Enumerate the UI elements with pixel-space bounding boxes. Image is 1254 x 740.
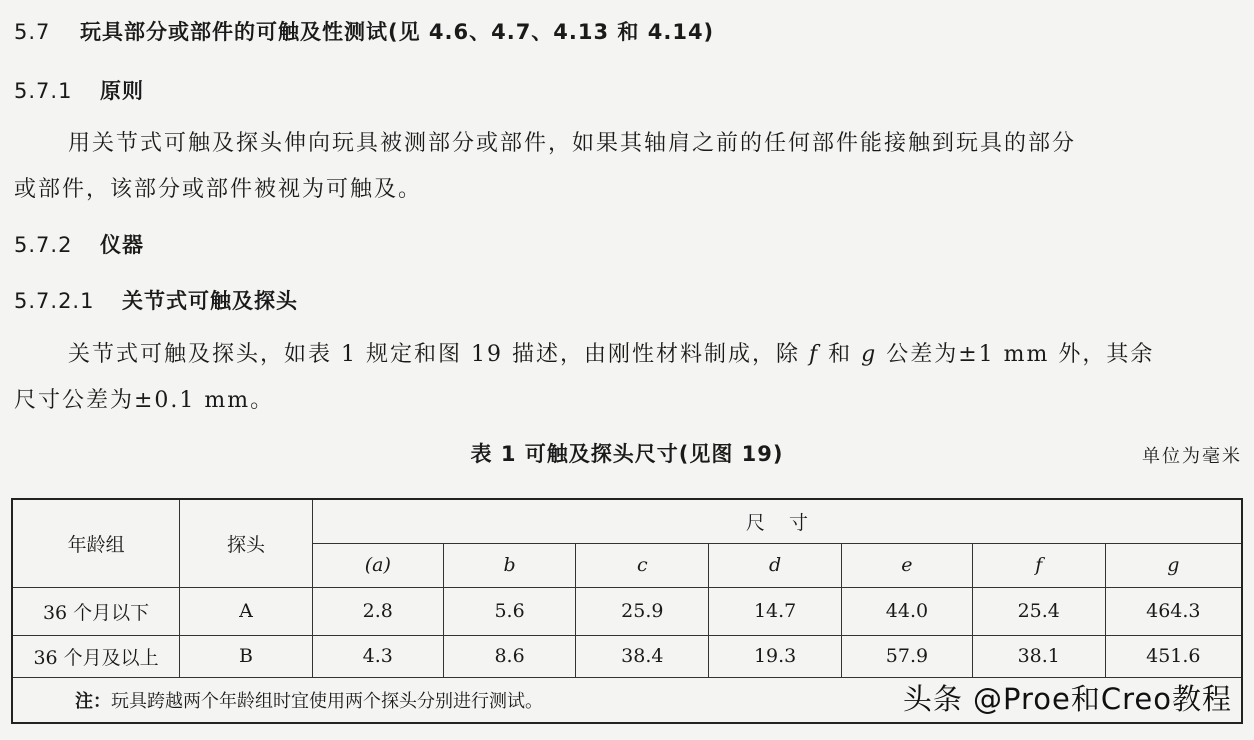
section-number: 5.7 [14,20,51,44]
section-title: 关节式可触及探头 [122,289,298,313]
section-title: 仪器 [100,233,144,257]
symbol-g: g [861,342,878,367]
paragraph-line: 用关节式可触及探头伸向玩具被测部分或部件，如果其轴肩之前的任何部件能接触到玩具的部分 [68,131,1077,156]
paragraph-line: 或部件，该部分或部件被视为可触及。 [14,177,423,202]
value-cell: 38.4 [576,635,709,677]
dim-symbol: (a) [312,543,443,587]
note-text: 玩具跨越两个年龄组时宜使用两个探头分别进行测试。 [111,690,543,712]
probe-cell: B [180,635,313,677]
table-unit: 单位为毫米 [1142,446,1242,467]
value-cell: 44.0 [842,587,973,635]
section-5-7-2-heading [14,229,144,259]
section-number: 5.7.2.1 [14,289,95,313]
section-5-7-heading [14,16,714,46]
table-row [12,635,1242,677]
value-cell: 4.3 [312,635,443,677]
value-cell: 464.3 [1105,587,1242,635]
section-title: 玩具部分或部件的可触及性测试(见 4.6、4.7、4.13 和 4.14) [80,20,715,44]
header-age-group: 年龄组 [12,499,180,587]
note-label: 注： [75,690,111,712]
value-cell: 25.4 [972,587,1105,635]
dim-symbol: f [972,543,1105,587]
value-cell: 25.9 [576,587,709,635]
section-title: 原则 [100,79,144,103]
paragraph-text: 关节式可触及探头，如表 1 规定和图 19 描述，由刚性材料制成，除 [68,342,809,367]
probe-paragraph [14,332,1244,424]
watermark: 头条 @Proe和Creo教程 [902,682,1232,716]
probe-cell: A [180,587,313,635]
value-cell: 19.3 [709,635,842,677]
paragraph-line: 尺寸公差为±0.1 mm。 [14,388,275,413]
dim-symbol: b [443,543,576,587]
value-cell: 2.8 [312,587,443,635]
header-probe: 探头 [180,499,313,587]
value-cell: 57.9 [842,635,973,677]
paragraph-text: 公差为±1 mm 外，其余 [877,342,1155,367]
symbol-f: f [808,342,820,367]
age-cell: 36 个月及以上 [12,635,180,677]
section-number: 5.7.1 [14,79,73,103]
table-row [12,587,1242,635]
table-caption: 表 1 可触及探头尺寸(见图 19) [470,442,784,466]
value-cell: 5.6 [443,587,576,635]
dim-symbol: e [842,543,973,587]
section-5-7-1-heading [14,75,144,105]
dim-symbol: g [1105,543,1242,587]
principle-paragraph [14,121,1244,213]
header-dimensions: 尺 寸 [312,499,1242,543]
value-cell: 451.6 [1105,635,1242,677]
section-number: 5.7.2 [14,233,73,257]
value-cell: 38.1 [972,635,1105,677]
dim-symbol: d [709,543,842,587]
section-5-7-2-1-heading [14,285,298,315]
dim-symbol: c [576,543,709,587]
value-cell: 14.7 [709,587,842,635]
paragraph-text: 和 [819,342,862,367]
age-cell: 36 个月以下 [12,587,180,635]
value-cell: 8.6 [443,635,576,677]
